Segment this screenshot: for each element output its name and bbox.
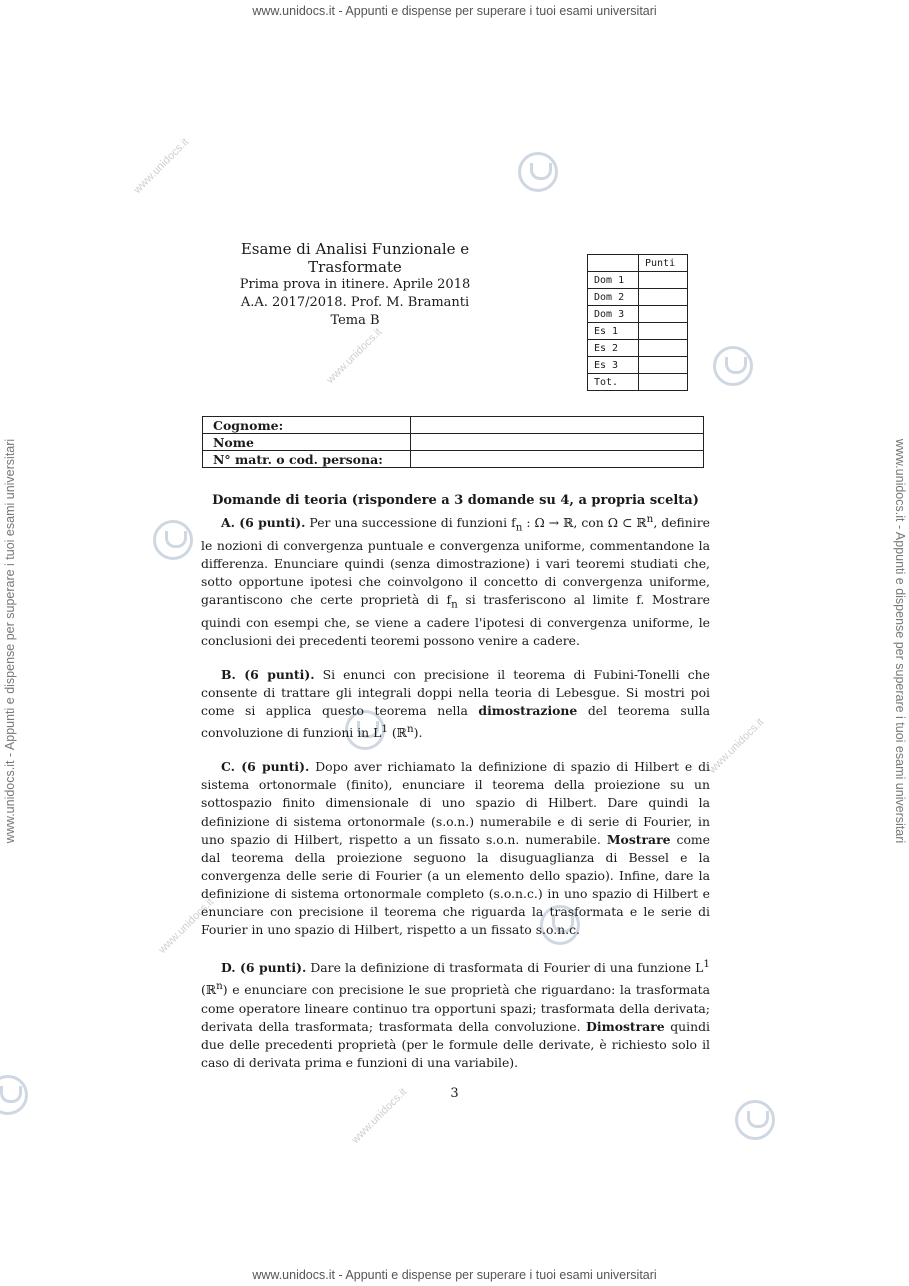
points-table-header-row [588, 255, 688, 272]
points-cell [639, 357, 688, 374]
points-cell [639, 272, 688, 289]
question-label: A. (6 punti). [221, 515, 306, 531]
watermark-logo-icon [735, 1100, 775, 1140]
points-row: Es 1 [588, 323, 688, 340]
question-label: D. (6 punti). [221, 960, 307, 976]
watermark-text: www.unidocs.it [706, 716, 767, 776]
watermark-logo-icon [713, 346, 753, 386]
points-cell [639, 289, 688, 306]
question-d: D. (6 punti). Dare la definizione di trasformata di Fourier di una funzione $L^1$ (ℝ$^n$) e enunciare con precisione le sue proprietà che riguardano: la trasformata come operatore lineare continuo tra opportuni spazi; trasformata della derivata; derivata della trasformata; trasformata della convoluzione. Dimostrare quindi due delle precedenti proprietà (per le formule delle derivate, è richiesto solo il caso di derivata prima e funzioni di una variabile). [201, 958, 710, 1070]
exam-title: Esame di Analisi Funzionale e Trasformate [240, 240, 470, 276]
watermark-text: www.unidocs.it [131, 136, 192, 196]
watermark-text: www.unidocs.it [349, 1086, 410, 1146]
exam-subtitle: Prima prova in itinere. Aprile 2018 [239, 277, 471, 292]
academic-year: A.A. 2017/2018. Prof. M. Bramanti [240, 295, 470, 310]
points-row: Es 2 [588, 340, 688, 357]
points-row: Dom 3 [588, 306, 688, 323]
section-title: Domande di teoria (rispondere a 3 domande su 4, a propria scelta) [212, 493, 699, 508]
watermark-text: www.unidocs.it [156, 896, 217, 956]
question-b: B. (6 punti). Si enunci con precisione il teorema di Fubini-Tonelli che consente di trattare gli integrali doppi nella teoria di Lebesgue. Si mostri poi come si applica questo teorema nella dimostrazione del teorema sulla convoluzione di funzioni in $L^1$ (ℝ$^n$). [201, 666, 710, 741]
surname-field [411, 417, 704, 434]
watermark-logo-icon [518, 152, 558, 192]
points-row: Tot. [588, 374, 688, 391]
student-row-surname: Cognome: [203, 417, 704, 434]
student-info-table [202, 416, 704, 468]
question-label: C. (6 punti). [221, 759, 310, 775]
points-table [587, 254, 688, 391]
student-id-field [411, 451, 704, 468]
points-cell [639, 306, 688, 323]
questions-section [201, 492, 710, 1088]
points-cell [639, 340, 688, 357]
watermark-text: www.unidocs.it [324, 326, 385, 386]
exam-theme: Tema B [330, 313, 380, 328]
points-cell [639, 374, 688, 391]
top-banner: www.unidocs.it - Appunti e dispense per superare i tuoi esami universitari [252, 4, 657, 18]
student-row-name: Nome [203, 434, 704, 451]
page-number: 3 [450, 1086, 459, 1101]
points-row: Dom 2 [588, 289, 688, 306]
watermark-logo-icon [153, 520, 193, 560]
question-c: C. (6 punti). Dopo aver richiamato la definizione di spazio di Hilbert e di sistema ortonormale (finito), enunciare il teorema della proiezione su un sottospazio finito dimensionale di uno spazio di Hilbert. Dare quindi la definizione di sistema ortonormale (s.o.n.) numerabile e di serie di Fourier, in uno spazio di Hilbert, rispetto a un fissato s.o.n. numerabile. Mostrare come dal teorema della proiezione seguono la disuguaglianza di Bessel e la convergenza delle serie di Fourier (a un elemento dello spazio). Infine, dare la definizione di sistema ortonormale completo (s.o.n.c.) in uno spazio di Hilbert e enunciare con precisione il teorema che riguarda la trasformata e le serie di Fourier in uno spazio di Hilbert, rispetto a un fissato s.o.n.c. [201, 759, 710, 938]
question-a: A. (6 punti). Per una successione di funzioni $f_n$ : Ω → ℝ, con Ω ⊂ ℝ$^n$, definire le nozioni di convergenza puntuale e convergenza uniforme, commentandone la differenza. Enunciare quindi (senza dimostrazione) i vari teoremi studiati che, sotto opportune ipotesi che coinvolgono il concetto di convergenza uniforme, garantiscono che certe proprietà di $f_n$ si trasferiscono al limite f. Mostrare quindi con esempi che, se viene a cadere l'ipotesi di convergenza uniforme, le conclusioni dei precedenti teoremi possono venire a cadere. [201, 513, 711, 648]
left-side-banner: www.unidocs.it - Appunti e dispense per superare i tuoi esami universitari [3, 438, 17, 844]
points-row: Es 3 [588, 357, 688, 374]
student-row-id: N° matr. o cod. persona: [203, 451, 704, 468]
question-label: B. (6 punti). [221, 666, 315, 682]
points-header: Punti [639, 255, 688, 272]
exam-header [205, 240, 505, 330]
points-row: Dom 1 [588, 272, 688, 289]
bottom-banner: www.unidocs.it - Appunti e dispense per superare i tuoi esami universitari [252, 1268, 657, 1282]
name-field [411, 434, 704, 451]
points-cell [639, 323, 688, 340]
right-side-banner: www.unidocs.it - Appunti e dispense per superare i tuoi esami universitari [893, 438, 907, 844]
